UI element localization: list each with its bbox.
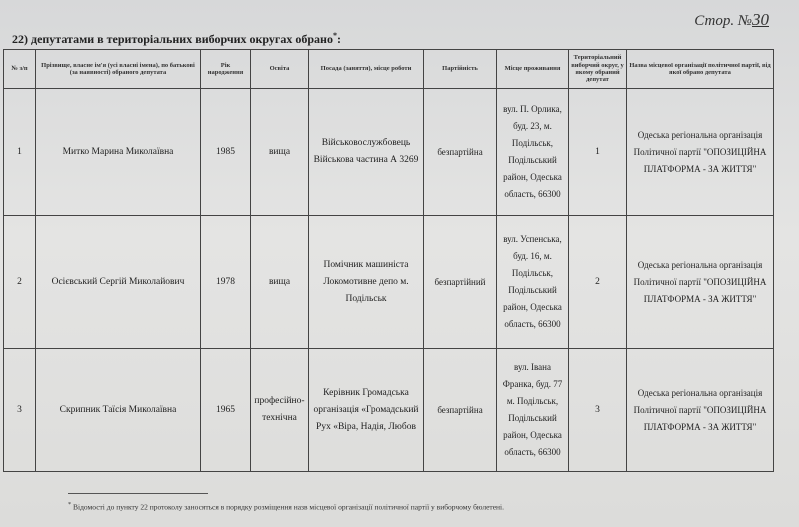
section-heading: [12, 31, 341, 47]
footnote-mark: *: [68, 501, 72, 508]
page-number: [694, 10, 769, 30]
education: вища: [251, 89, 309, 216]
party-organization: Одеська регіональна організація Політичної партії "ОПОЗИЦІЙНА ПЛАТФОРМА - ЗА ЖИТТЯ": [627, 349, 774, 472]
heading-colon: :: [336, 32, 341, 46]
education: професійно-технічна: [251, 349, 309, 472]
row-number: 1: [4, 89, 36, 216]
position: Керівник Громадська організація «Громадський Рух «Віра, Надія, Любов: [309, 349, 424, 472]
education: вища: [251, 216, 309, 349]
footnote-divider: [68, 493, 208, 494]
address: вул. П. Орлика, буд. 23, м. Подільськ, Подільський район, Одеська область, 66300: [497, 89, 569, 216]
deputy-name: Скрипник Таїсія Миколаївна: [36, 349, 201, 472]
header-education: Освіта: [251, 50, 309, 89]
page-number-label: Стор. №: [694, 13, 752, 29]
footnote: [68, 501, 504, 512]
deputy-name: Осієвський Сергій Миколайович: [36, 216, 201, 349]
address: вул. Успенська, буд. 16, м. Подільськ, Подільський район, Одеська область, 66300: [497, 216, 569, 349]
header-position: Посада (заняття), місце роботи: [309, 50, 424, 89]
district: 2: [569, 216, 627, 349]
section-heading-text: 22) депутатами в територіальних виборчих округах обрано: [12, 32, 333, 46]
table-row: [4, 349, 774, 472]
party-organization: Одеська регіональна організація Політичної партії "ОПОЗИЦІЙНА ПЛАТФОРМА - ЗА ЖИТТЯ": [627, 89, 774, 216]
row-number: 3: [4, 349, 36, 472]
row-number: 2: [4, 216, 36, 349]
district: 3: [569, 349, 627, 472]
page-number-value: 30: [752, 10, 769, 29]
address: вул. Івана Франка, буд. 77 м. Подільськ, Подільський район, Одеська область, 66300: [497, 349, 569, 472]
birth-year: 1978: [201, 216, 251, 349]
position: Військовослужбовець Військова частина А 3269: [309, 89, 424, 216]
deputy-name: Митко Марина Миколаївна: [36, 89, 201, 216]
district: 1: [569, 89, 627, 216]
table-row: [4, 89, 774, 216]
table-row: [4, 216, 774, 349]
party-membership: безпартійна: [424, 89, 497, 216]
header-address: Місце проживання: [497, 50, 569, 89]
birth-year: 1965: [201, 349, 251, 472]
position: Помічник машиніста Локомотивне депо м. Подільськ: [309, 216, 424, 349]
header-party: Назва місцевої організації політичної партії, від якої обрано депутата: [627, 50, 774, 89]
deputies-table: [3, 49, 774, 472]
footnote-text: Відомості до пункту 22 протоколу заносяться в порядку розміщення назв місцевої організації політичної партії у виборчому бюлетені.: [73, 502, 505, 512]
header-number: № з/п: [4, 50, 36, 89]
party-membership: безпартійна: [424, 349, 497, 472]
party-organization: Одеська регіональна організація Політичної партії "ОПОЗИЦІЙНА ПЛАТФОРМА - ЗА ЖИТТЯ": [627, 216, 774, 349]
header-party-membership: Партійність: [424, 50, 497, 89]
table-header-row: [4, 50, 774, 89]
header-year: Рік народження: [201, 50, 251, 89]
heading-footnote-mark: *: [332, 31, 337, 40]
party-membership: безпартійний: [424, 216, 497, 349]
birth-year: 1985: [201, 89, 251, 216]
header-district: Територіальний виборчий округ, у якому обраний депутат: [569, 50, 627, 89]
header-name: Прізвище, власне ім'я (усі власні імена), по батькові (за наявності) обраного депутата: [36, 50, 201, 89]
